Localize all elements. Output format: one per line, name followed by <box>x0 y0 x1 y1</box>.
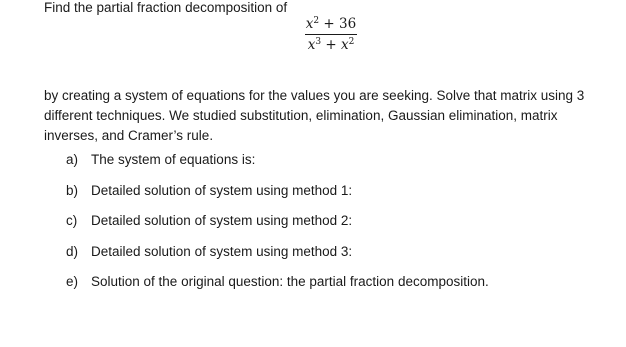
denominator-variable-2: x <box>340 37 349 53</box>
denominator-variable-1: x <box>307 37 316 53</box>
instructions-paragraph <box>44 86 604 146</box>
rational-expression <box>305 15 357 54</box>
list-item-text: Solution of the original question: the partial fraction decomposition. <box>91 274 489 289</box>
intro-text: Find the partial fraction decomposition of <box>44 0 288 15</box>
list-item-text: Detailed solution of system using method 2: <box>91 213 353 228</box>
list-item <box>66 183 489 214</box>
list-marker: c) <box>66 213 78 228</box>
denominator-exponent-2: 2 <box>348 37 355 47</box>
paragraph-line-2: different techniques. We studied substitution, elimination, Gaussian elimination, matrix <box>44 108 558 123</box>
numerator-constant: + 36 <box>319 16 357 32</box>
denominator-exponent-1: 3 <box>315 37 322 47</box>
numerator-exponent: 2 <box>313 16 320 26</box>
list-item <box>66 152 489 183</box>
list-marker: b) <box>66 182 79 198</box>
paragraph-line-1: by creating a system of equations for the values you are seeking. Solve that matrix using 3 <box>44 88 585 103</box>
list-item-text: Detailed solution of system using method 3: <box>91 243 353 259</box>
list-item-text: The system of equations is: <box>91 152 256 167</box>
denominator-plus: + <box>321 37 341 53</box>
list-item-text: Detailed solution of system using method 1: <box>91 182 353 198</box>
fraction-numerator <box>305 15 357 34</box>
list-marker: a) <box>66 152 79 167</box>
fraction-denominator <box>305 36 357 54</box>
list-item <box>66 274 489 305</box>
list-item <box>66 213 489 244</box>
task-list <box>66 152 489 305</box>
paragraph-line-3: inverses, and Cramer’s rule. <box>44 128 214 143</box>
list-item <box>66 244 489 275</box>
list-marker: d) <box>66 243 79 259</box>
numerator-variable: x <box>305 16 314 32</box>
fraction-bar <box>305 34 357 35</box>
list-marker: e) <box>66 274 79 289</box>
